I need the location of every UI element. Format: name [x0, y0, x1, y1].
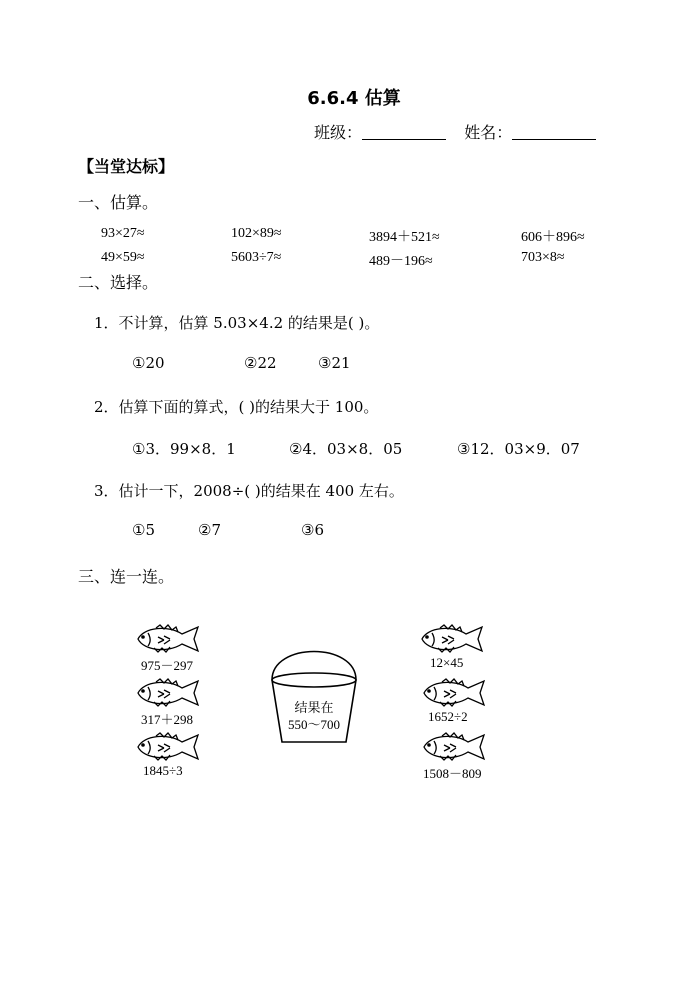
part2-heading: 二、选择。 [78, 273, 159, 292]
fish-icon [134, 678, 202, 708]
calc-item: 49×59≈ [101, 250, 145, 265]
option: ①20 [132, 354, 165, 372]
calc-item: 3894＋521≈ [369, 230, 440, 245]
option: ③6 [301, 521, 324, 539]
part3-heading: 三、连一连。 [78, 567, 175, 586]
fish-label-right-1: 12×45 [430, 655, 464, 670]
calc-item: 489－196≈ [369, 254, 433, 269]
calc-item: 5603÷7≈ [231, 250, 282, 265]
student-info [314, 120, 596, 143]
fish-icon [418, 624, 486, 654]
fish-icon [420, 678, 488, 708]
bucket-text-1: 结果在 [294, 701, 334, 716]
option: ③21 [318, 354, 351, 372]
question-2: 2．估算下面的算式，( )的结果大于 100。 [94, 398, 379, 416]
option: ③12．03×9．07 [457, 440, 580, 458]
calc-item: 102×89≈ [231, 226, 282, 241]
part1-heading: 一、估算。 [78, 193, 159, 212]
question-1: 1．不计算，估算 5.03×4.2 的结果是( )。 [94, 314, 380, 332]
option: ①5 [132, 521, 155, 539]
option: ②22 [244, 354, 277, 372]
question-3: 3．估计一下，2008÷( )的结果在 400 左右。 [94, 482, 404, 500]
calc-item: 93×27≈ [101, 226, 145, 241]
fish-label-left-3: 1845÷3 [143, 763, 183, 778]
calc-item: 606＋896≈ [521, 230, 585, 245]
section-header: 【当堂达标】 [78, 157, 175, 176]
page-title: 6.6.4 估算 [307, 88, 401, 109]
option: ②7 [198, 521, 221, 539]
fish-label-left-1: 975－297 [141, 658, 194, 673]
fish-icon [420, 732, 488, 762]
option: ①3．99×8．1 [132, 440, 236, 458]
fish-label-right-2: 1652÷2 [428, 709, 468, 724]
class-label: 班级： [314, 123, 363, 142]
fish-label-left-2: 317＋298 [141, 712, 194, 727]
class-blank [362, 123, 446, 140]
bucket-text-2: 550～700 [287, 717, 340, 732]
fish-icon [134, 624, 202, 654]
name-blank [512, 123, 596, 140]
fish-icon [134, 732, 202, 762]
calc-item: 703×8≈ [521, 250, 565, 265]
name-label: 姓名： [464, 123, 513, 142]
option: ②4．03×8．05 [289, 440, 403, 458]
fish-label-right-3: 1508－809 [423, 766, 482, 781]
